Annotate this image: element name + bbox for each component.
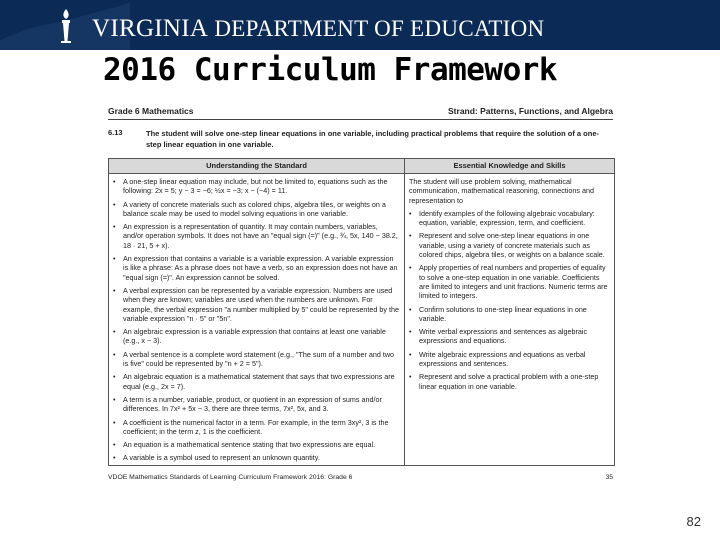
bullet-icon: • xyxy=(409,327,412,337)
skill-text: Confirm solutions to one-step linear equations in one variable. xyxy=(419,304,587,323)
org-name xyxy=(92,15,544,43)
skill-item xyxy=(409,231,609,259)
understanding-text: A verbal expression can be represented by a variable expression. Numbers are used when they are known; variables are used when the numbers are unknown. For example, the verbal expression "a number multiplied by 5" could be represented by the variable expression "n · 5" or "5n". xyxy=(123,285,399,323)
bullet-icon: • xyxy=(113,417,116,427)
skill-item xyxy=(409,263,609,300)
bullet-icon: • xyxy=(409,304,412,314)
grade-label: Grade 6 Mathematics xyxy=(108,106,194,116)
skill-item xyxy=(409,350,609,369)
bullet-icon: • xyxy=(113,349,116,359)
understanding-text: An equation is a mathematical sentence stating that two expressions are equal. xyxy=(123,440,376,450)
understanding-item xyxy=(113,200,399,219)
understanding-item xyxy=(113,453,399,462)
understanding-text: An algebraic expression is a variable expression that contains at least one variable (e.g., x − 3). xyxy=(123,327,386,346)
skills-header: Essential Knowledge and Skills xyxy=(405,159,614,174)
framework-page xyxy=(100,98,620,498)
skill-item xyxy=(409,327,609,346)
understanding-text: A verbal sentence is a complete word statement (e.g., "The sum of a number and two is five" could be represented by "n + 2 = 5"). xyxy=(123,349,395,369)
understanding-item xyxy=(113,418,399,437)
bullet-icon: • xyxy=(409,263,412,273)
bullet-icon: • xyxy=(409,231,412,241)
bullet-icon: • xyxy=(113,285,116,295)
understanding-text: A variety of concrete materials such as colored chips, algebra tiles, or weights on a balance scale may be used to model solving equations in one variable. xyxy=(123,199,386,218)
understanding-item xyxy=(113,177,399,196)
page-footer xyxy=(108,474,613,481)
bullet-icon: • xyxy=(409,208,412,218)
bullet-icon: • xyxy=(113,254,116,264)
bullet-icon: • xyxy=(113,440,116,450)
bullet-icon: • xyxy=(409,372,412,382)
skill-text: Represent and solve a practical problem with a one-step linear equation in one variable. xyxy=(419,372,599,391)
understanding-text: An expression is a representation of quantity. It may contain numbers, variables, and/or operation symbols. It does not have an "equal sign (=)" (e.g., ¾, 5x, 140 − 38.2, 18 · 21, 5 + x). xyxy=(123,222,398,250)
understanding-text: A variable is a symbol used to represent an unknown quantity. xyxy=(123,453,320,463)
understanding-text: A coefficient is the numerical factor in a term. For example, in the term 3xy², 3 is the coefficient; in the term z, 1 is the coefficient. xyxy=(123,417,389,436)
understanding-text: An expression that contains a variable is a variable expression. A variable expression is like a phrase: As a phrase does not have a verb, so an expression does not have an "equal sign (=)". An expression cannot be solved. xyxy=(123,254,398,282)
skill-text: Identify examples of the following algebraic vocabulary: equation, variable, expression, term, and coefficient. xyxy=(419,208,595,228)
skill-text: Write verbal expressions and sentences as algebraic expressions and equations. xyxy=(419,327,588,346)
bullet-icon: • xyxy=(113,222,116,232)
sol-statement: The student will solve one-step linear equations in one variable, including practical problems that require the solution of a one-step linear equation in one variable. xyxy=(146,129,599,149)
framework-table xyxy=(108,158,615,466)
understanding-item xyxy=(113,372,399,391)
skill-text: Write algebraic expressions and equations as verbal expressions and sentences. xyxy=(419,349,586,369)
skill-item xyxy=(409,305,609,324)
sol-number: 6.13 xyxy=(108,128,123,137)
footer-page-number: 35 xyxy=(605,474,613,481)
slide-title: 2016 Curriculum Framework xyxy=(103,52,558,88)
strand-label: Strand: Patterns, Functions, and Algebra xyxy=(448,106,613,116)
header-divider xyxy=(108,119,613,120)
understanding-item xyxy=(113,327,399,346)
bullet-icon: • xyxy=(113,199,116,209)
bullet-icon: • xyxy=(409,349,412,359)
understanding-column xyxy=(113,177,399,467)
skills-column xyxy=(409,177,609,395)
skill-item xyxy=(409,209,609,228)
footer-source: VDOE Mathematics Standards of Learning Curriculum Framework 2016: Grade 6 xyxy=(108,474,353,481)
understanding-item xyxy=(113,350,399,369)
bullet-icon: • xyxy=(113,453,116,463)
understanding-text: A term is a number, variable, product, or quotient in an expression of sums and/or differences. In 7x² + 5x − 3, there are three terms, 7x², 5x, and 3. xyxy=(123,394,382,414)
skill-item xyxy=(409,372,609,391)
skill-text: Apply properties of real numbers and properties of equality to solve a one-step equation in one variable. Coefficients are limited to integers and unit fractions. Numeric terms are limited to integers. xyxy=(419,263,608,301)
bullet-icon: • xyxy=(113,177,116,186)
torch-logo-icon xyxy=(52,7,80,45)
understanding-item xyxy=(113,286,399,323)
understanding-text: A one-step linear equation may include, but not be limited to, equations such as the following: 2x = 5; y − 3 = −6; ½x = −3; x − (−4) = 11. xyxy=(123,177,388,196)
understanding-item xyxy=(113,254,399,282)
slide-number: 82 xyxy=(686,514,701,529)
understanding-header: Understanding the Standard xyxy=(109,159,405,174)
understanding-item xyxy=(113,395,399,414)
understanding-item xyxy=(113,440,399,449)
understanding-item xyxy=(113,222,399,250)
header-banner xyxy=(0,0,720,50)
column-divider xyxy=(404,173,405,465)
bullet-icon: • xyxy=(113,327,116,337)
org-name-department: DEPARTMENT OF EDUCATION xyxy=(214,16,545,41)
bullet-icon: • xyxy=(113,394,116,404)
skill-text: Represent and solve one-step linear equations in one variable, using a variety of concrete materials such as colored chips, algebra tiles, or weights on a balance scale. xyxy=(419,231,605,260)
understanding-text: An algebraic equation is a mathematical statement that says that two expressions are equal (e.g., 2x = 7). xyxy=(123,372,395,391)
bullet-icon: • xyxy=(113,372,116,382)
org-name-virginia: VIRGINIA xyxy=(92,15,209,42)
skills-intro: The student will use problem solving, mathematical communication, mathematical reasoning, connections and representation to xyxy=(409,177,594,205)
